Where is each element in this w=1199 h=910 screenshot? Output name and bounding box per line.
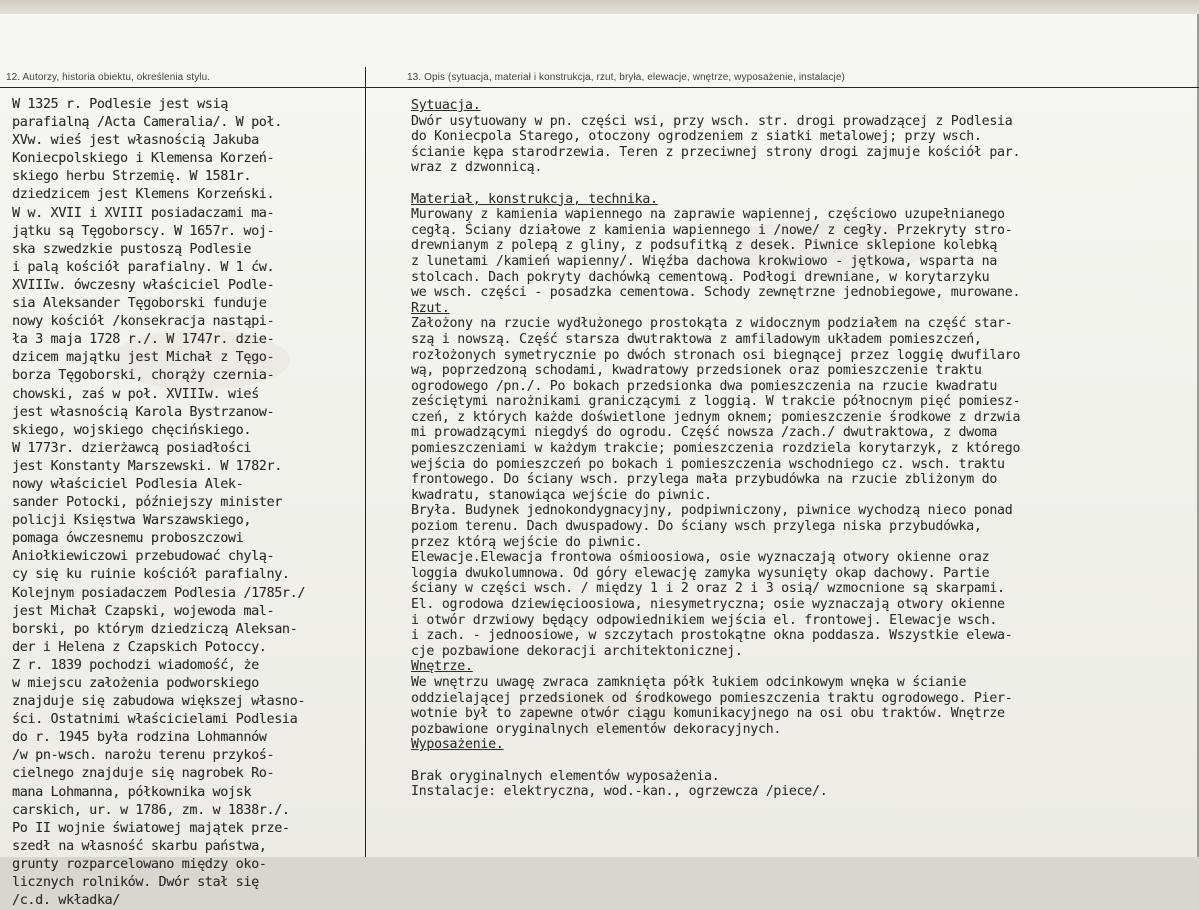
description-line: i zach. - jednoosiowe, w szczytach prostokątne okna poddasza. Wszystkie elewa- [411, 628, 1013, 644]
history-line: sander Potocki, późniejszy minister [12, 495, 282, 511]
history-line: licznych rolników. Dwór stał się [12, 875, 259, 891]
description-line: do Koniecpola Starego, otoczony ogrodzeniem z siatki metalowej; przy wsch. [411, 129, 982, 145]
left-section-header: 12. Autorzy, historia obiektu, określenia stylu. [6, 72, 211, 83]
description-line: Instalacje: elektryczna, wod.-kan., ogrzewcza /piece/. [411, 784, 828, 800]
description-text-block [411, 98, 1197, 800]
description-line: cje pozbawione dekoracji architektonicznej. [411, 643, 743, 659]
history-line: jest Michał Czapski, wojewoda mal- [12, 603, 275, 619]
history-line: W 1773r. dzierżawcą posiadłości [12, 440, 252, 456]
description-line: ześciętymi narożnikami graniczącymi z loggią. W trakcie północnym pięć pomiesz- [411, 394, 1021, 410]
history-line: ści. Ostatnimi właścicielami Podlesia [12, 712, 298, 728]
history-line: dziedzicem jest Klemens Korzeński. [12, 187, 275, 203]
description-line: Murowany z kamienia wapiennego na zaprawie wapiennej, częściowo uzupełnianego [411, 207, 1005, 223]
history-line: nowy kościół /konsekracja nastąpi- [12, 314, 275, 330]
description-line: poziom terenu. Dach dwuspadowy. Do ściany wsch przylega niska przybudówka, [411, 519, 982, 535]
description-line: wotnie był to zapewne otwór ciągu komunikacyjnego na osi obu traktów. Wnętrze [411, 706, 1005, 722]
history-line: XVw. wieś jest własnością Jakuba [12, 133, 259, 149]
description-line: frontowego. Do ściany wsch. przylega mała przybudówka na rzucie zbliżonym do [411, 472, 998, 488]
history-line: szedł na własność skarbu państwa, [12, 838, 267, 854]
history-line: w miejscu założenia podworskiego [12, 676, 259, 691]
history-line: jątku są Tęgoborscy. W 1657r. woj- [12, 223, 275, 239]
history-line: skiego, wojskiego chęcińskiego. [12, 422, 252, 438]
description-line: Bryła. Budynek jednokondygnacyjny, podpiwniczony, piwnice wychodzą nieco ponad [411, 503, 1013, 519]
history-line: W 1325 r. Podlesie jest wsią [12, 97, 228, 112]
description-heading-line: Materiał, konstrukcja, technika. [411, 191, 658, 207]
history-text-block [12, 96, 372, 910]
description-line: wraz z dzwonnicą. [411, 160, 543, 176]
description-line: stolcach. Dach pokryty dachówką cementową. Podłogi drewniane, w korytarzyku [411, 269, 990, 285]
history-line: policji Księstwa Warszawskiego, [12, 513, 252, 529]
description-line: Dwór usytuowany w pn. części wsi, przy wsch. str. drogi prowadzącej z Podlesia [411, 113, 1013, 129]
history-line: Po II wojnie światowej majątek prze- [12, 820, 290, 836]
history-line: cy się ku ruinie kościół parafialny. [12, 567, 290, 583]
history-line: dzicem majątku jest Michał z Tęgo- [12, 350, 275, 366]
history-line: nowy właściciel Podlesia Alek- [12, 476, 244, 492]
history-line: jest własnością Karola Bystrzanow- [12, 404, 275, 420]
history-line: XVIIIw. ówczesny właściciel Podle- [12, 277, 275, 293]
description-line: loggia dwukolumnowa. Od góry elewację zamyka wysunięty okap dachowy. Partie [411, 565, 990, 581]
history-line: sia Aleksander Tęgoborski funduje [12, 296, 267, 312]
history-line: skiego herbu Strzemię. W 1581r. [12, 169, 252, 185]
history-line: Aniołkiewiczowi przebudować chylą- [12, 549, 275, 565]
history-line: /c.d. wkładka/ [12, 893, 120, 909]
description-heading-line: Wyposażenie. [411, 737, 504, 753]
history-line: W w. XVII i XVIII posiadaczami ma- [12, 205, 275, 221]
description-line: rozłożonych symetrycznie po dwóch stronach osi biegnącej przez loggię dwufilaro [411, 347, 1021, 363]
history-line: der i Helena z Czapskich Potoccy. [12, 639, 267, 655]
description-line: Brak oryginalnych elementów wyposażenia. [411, 768, 720, 784]
history-line: pomaga ówczesnemu proboszczowi [12, 531, 244, 547]
history-line: mana Lohmanna, półkownika wojsk [12, 784, 252, 800]
history-line: ła 3 maja 1728 r./. W 1747r. dzie- [12, 332, 275, 348]
history-line: jest Konstanty Marszewski. W 1782r. [12, 458, 282, 474]
description-line: cegłą. Ściany działowe z kamienia wapiennego i /nowe/ z cegły. Przekryty stro- [411, 222, 1013, 238]
description-line: Założony na rzucie wydłużonego prostokąta z widocznym podziałem na część star- [411, 316, 1013, 332]
history-line: ska szwedzkie pustoszą Podlesie [12, 241, 252, 257]
description-line: mi prowadzącymi niegdyś do ogrodu. Część nowsza /zach./ dwutraktowa, z dwoma [411, 425, 998, 441]
description-line: We wnętrzu uwagę zwraca zamknięta półk łukiem odcinkowym wnęka w ścianie [411, 674, 967, 690]
history-line: /w pn-wsch. narożu terenu przykoś- [12, 748, 275, 764]
history-line: cielnego znajduje się nagrobek Ro- [12, 766, 275, 782]
right-section-header: 13. Opis (sytuacja, materiał i konstrukcja, rzut, bryła, elewacje, wnętrze, wyposażenie, instalacje) [407, 72, 845, 83]
description-line: przez którą wejście do piwnic. [411, 534, 643, 550]
description-line: El. ogrodowa dziewięcioosiowa, niesymetryczna; osie wyznaczają otwory okienne [411, 597, 1005, 612]
scanner-top-margin [0, 0, 1199, 14]
history-line: Koniecpolskiego i Klemensa Korzeń- [12, 151, 275, 167]
description-line: ściany w części wsch. / między 1 i 2 oraz 2 i 3 osią/ wzmocnione są skarpami. [411, 581, 1005, 597]
history-line: borza Tęgoborski, chorąży czernia- [12, 368, 275, 384]
description-heading-line: Wnętrze. [411, 659, 473, 675]
history-line: do r. 1945 była rodzina Lohmannów [12, 730, 267, 746]
history-line: Kolejnym posiadaczem Podlesia /1785r./ [12, 585, 306, 601]
description-line: z lunetami /kamień wapienny/. Więźba dachowa krokwiowo - jętkowa, wsparta na [411, 253, 998, 269]
history-line: znajduje się zabudowa większej własno- [12, 694, 306, 710]
description-line: wą, poprzedzoną schodami, kwadratowy przedsionek oraz pomieszczenie traktu [411, 363, 982, 379]
description-line [411, 753, 1197, 769]
description-line: pomieszczeniami w każdym trakcie; pomieszczenia rozdziela korytarzyk, z którego [411, 441, 1021, 457]
description-line: Elewacje.Elewacja frontowa ośmioosiowa, osie wyznaczają otwory okienne oraz [411, 550, 990, 566]
description-heading-line: Sytuacja. [411, 98, 481, 113]
history-line: borski, po którym dziedziczą Aleksan- [12, 621, 298, 637]
history-line: parafialną /Acta Cameralia/. W poł. [12, 115, 282, 131]
description-heading-line: Rzut. [411, 300, 450, 316]
header-separator-line [0, 87, 1199, 88]
history-line: chowski, zaś w poł. XVIIIw. wieś [12, 386, 259, 402]
history-line: carskich, ur. w 1786, zm. w 1838r./. [12, 802, 290, 818]
description-line: oddzielającej przedsionek od środkowego pomieszczenia traktu ogrodowego. Pier- [411, 690, 1013, 706]
history-line: Z r. 1839 pochodzi wiadomość, że [12, 657, 259, 673]
description-line: drewnianym z polepą z gliny, z podsufitką z desek. Piwnice sklepione kolebką [411, 238, 998, 254]
description-line: we wsch. części - posadzka cementowa. Schody zewnętrzne jednobiegowe, murowane. [411, 285, 1021, 301]
description-line: ogrodowego /pn./. Po bokach przedsionka dwa pomieszczenia na rzucie kwadratu [411, 378, 998, 394]
description-line: szą i nowszą. Część starsza dwutraktowa z amfiladowym układem pomieszczeń, [411, 331, 982, 347]
description-line: pozbawione oryginalnych elementów dekoracyjnych. [411, 721, 782, 737]
description-line: i otwór drzwiowy będący odpowiednikiem wejścia el. frontowej. Elewacje wsch. [411, 612, 998, 628]
description-line: kwadratu, stanowiąca wejście do piwnic. [411, 487, 712, 503]
description-line: czeń, z których każde doświetlone jednym oknem; pomieszczenie środkowe z drzwia [411, 409, 1021, 425]
history-line: i palą kościół parafialny. W 1 ćw. [12, 259, 275, 275]
description-line [411, 176, 1197, 192]
history-line: grunty rozparcelowano między oko- [12, 856, 267, 872]
description-line: ścianie kępa starodrzewia. Teren z przeciwnej strony drogi zajmuje kościół par. [411, 144, 1021, 160]
description-line: wejścia do pomieszczeń po bokach i pomieszczenia wschodniego cz. wsch. traktu [411, 456, 1005, 472]
